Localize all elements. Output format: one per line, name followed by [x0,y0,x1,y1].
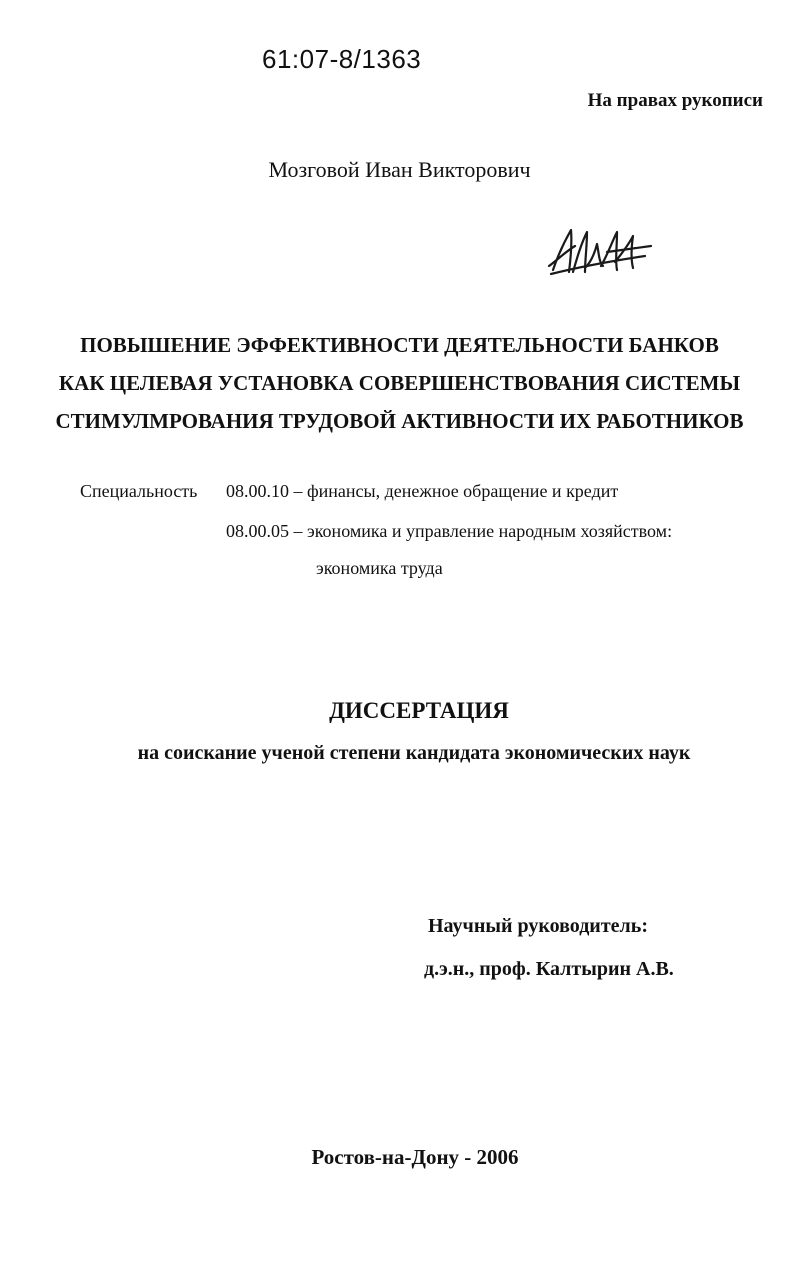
specialty-line: 08.00.10 – финансы, денежное обращение и кредит [226,481,619,501]
title-line: ПОВЫШЕНИЕ ЭФФЕКТИВНОСТИ ДЕЯТЕЛЬНОСТИ БАНКОВ [80,333,719,357]
specialty-line: экономика труда [316,558,443,578]
archive-code: 61:07-8/1363 [262,44,422,74]
specialty-line: 08.00.05 – экономика и управление народным хозяйством: [226,521,673,541]
document-type: ДИССЕРТАЦИЯ [329,698,509,723]
specialty-label: Специальность [80,481,198,501]
supervisor-label: Научный руководитель: [428,915,648,937]
degree-statement: на соискание ученой степени кандидата экономических наук [137,742,691,764]
author-name: Мозговой Иван Викторович [268,157,531,182]
place-year: Ростов-на-Дону - 2006 [311,1145,519,1169]
rights-notice: На правах рукописи [587,90,763,111]
title-line: КАК ЦЕЛЕВАЯ УСТАНОВКА СОВЕРШЕНСТВОВАНИЯ СИСТЕМЫ [58,371,741,395]
signature-icon [545,222,655,282]
dissertation-title [0,326,799,440]
supervisor-name: д.э.н., проф. Калтырин А.В. [424,958,674,980]
title-line: СТИМУЛМРОВАНИЯ ТРУДОВОЙ АКТИВНОСТИ ИХ РАБОТНИКОВ [55,409,744,433]
